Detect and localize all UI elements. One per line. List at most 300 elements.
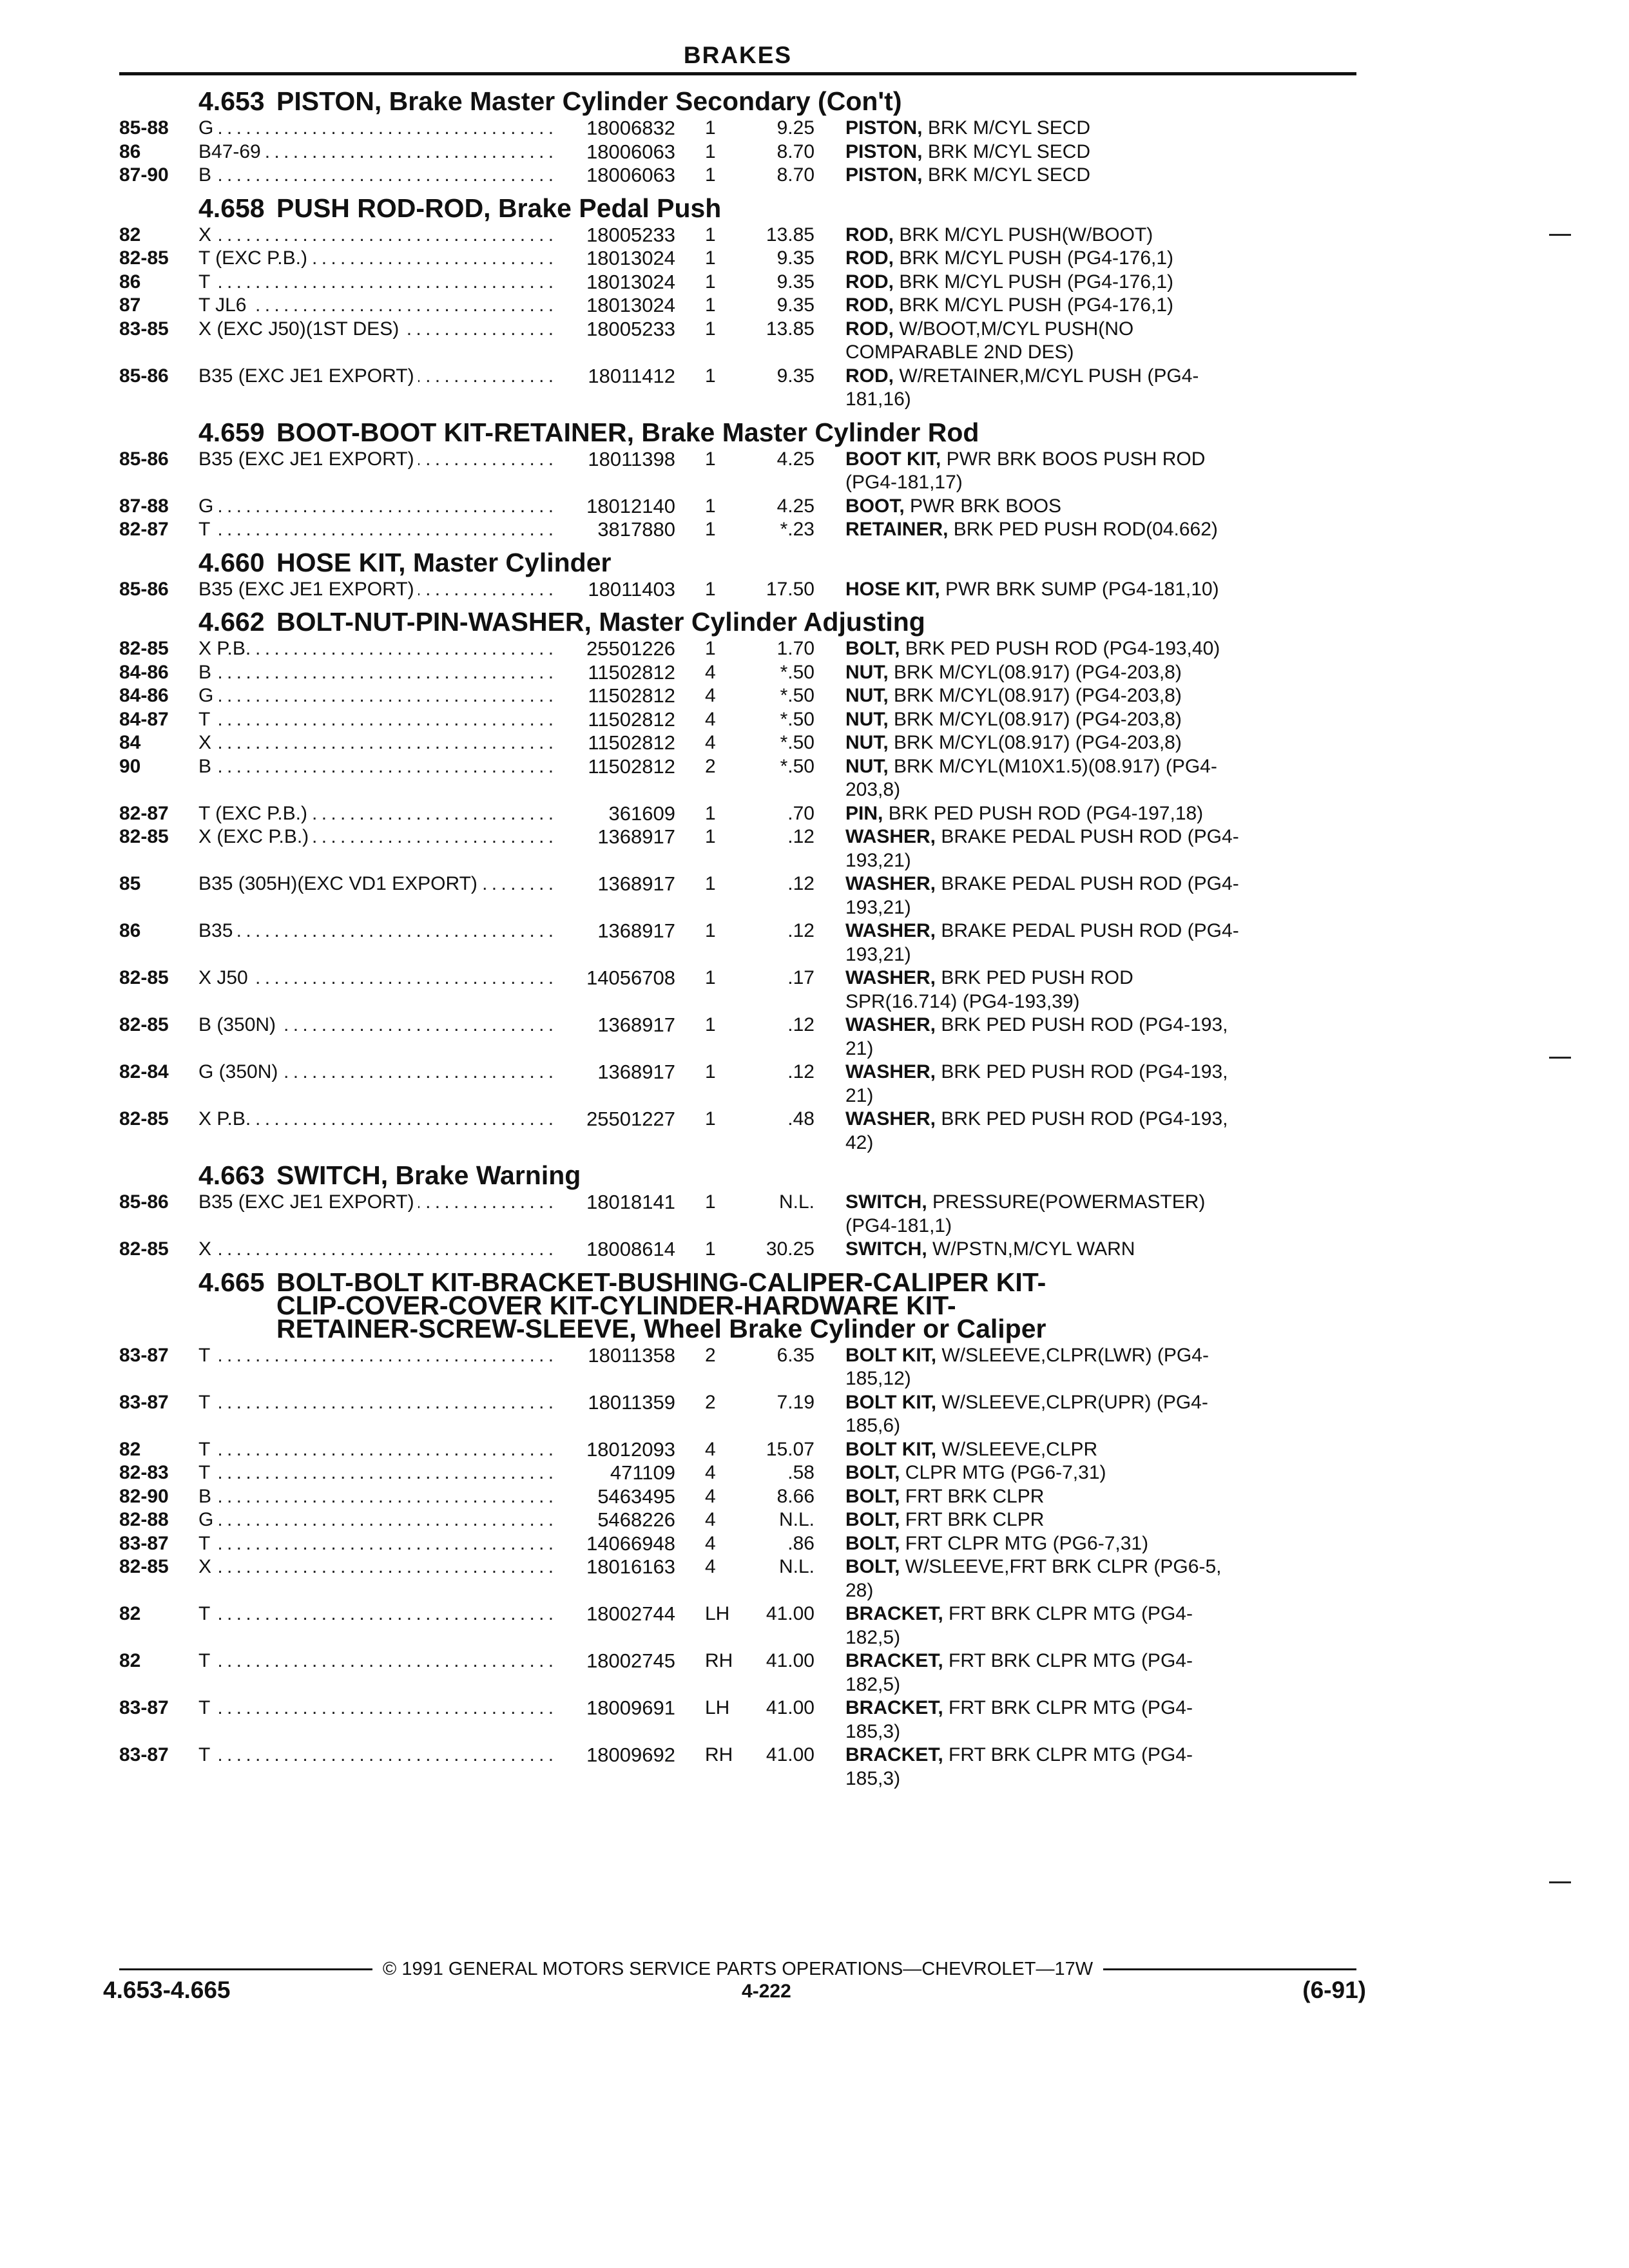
part-name: BOLT,	[845, 1462, 900, 1483]
footer-rule-right	[1103, 1968, 1356, 1970]
part-number: 5463495	[597, 1485, 675, 1508]
part-description	[824, 1744, 1356, 1791]
model-code	[198, 1108, 559, 1131]
model-code	[198, 661, 559, 685]
part-name: BRACKET,	[845, 1650, 943, 1671]
part-detail: BRK M/CYL(M10X1.5)(08.917) (PG4- 203,8)	[845, 755, 1217, 800]
part-detail: BRK PED PUSH ROD(04.662)	[948, 519, 1218, 540]
catalog-page	[119, 39, 1356, 1791]
price: 1.70	[776, 638, 815, 659]
quantity: 1	[705, 318, 716, 340]
model-years: 85-88	[119, 117, 169, 139]
part-number: 18006063	[586, 164, 675, 186]
section-title: PISTON, Brake Master Cylinder Secondary (Con't)	[276, 86, 902, 116]
model-years: 82	[119, 1438, 141, 1460]
part-name: ROD,	[845, 318, 894, 340]
part-name: BOLT,	[845, 1532, 900, 1554]
part-row	[119, 1461, 1356, 1485]
footer-rule-left	[119, 1968, 372, 1970]
part-number: 18011359	[588, 1390, 675, 1414]
part-description	[824, 224, 1356, 247]
part-row	[119, 271, 1356, 294]
model-years: 82-83	[119, 1462, 169, 1483]
model-years: 83-87	[119, 1697, 169, 1718]
part-name: BOOT,	[845, 495, 905, 517]
part-description	[824, 518, 1356, 542]
part-name: SWITCH,	[845, 1238, 927, 1260]
price: N.L.	[778, 1509, 815, 1530]
quantity: 1	[705, 294, 716, 316]
price: *.50	[780, 732, 815, 753]
part-row	[119, 318, 1356, 365]
model-years: 82-84	[119, 1061, 169, 1082]
model-code-text: T	[198, 1697, 214, 1718]
part-number: 1368917	[597, 1061, 675, 1083]
part-number: 25501227	[586, 1108, 675, 1130]
margin-mark	[1549, 1881, 1571, 1883]
section-title: BOLT-NUT-PIN-WASHER, Master Cylinder Adjusting	[276, 607, 925, 637]
model-code-text: G	[198, 1509, 217, 1530]
model-years: 82	[119, 1603, 141, 1624]
part-description	[824, 1649, 1356, 1696]
header-rule	[119, 72, 1356, 75]
price: *.50	[780, 685, 815, 706]
quantity: 4	[705, 732, 716, 753]
part-row	[119, 1744, 1356, 1791]
part-description	[824, 247, 1356, 271]
part-name: ROD,	[845, 294, 894, 316]
model-years: 82-85	[119, 1014, 169, 1035]
model-code	[198, 365, 559, 389]
part-description	[824, 1191, 1356, 1238]
part-number: 18012140	[586, 494, 675, 517]
part-detail: PRESSURE(POWERMASTER) (PG4-181,1)	[845, 1191, 1206, 1236]
model-code-text: X (EXC J50)(1ST DES)	[198, 318, 403, 340]
part-name: SWITCH,	[845, 1191, 927, 1213]
model-years: 82-87	[119, 802, 169, 824]
section-header	[119, 542, 1356, 578]
margin-mark	[1549, 1057, 1571, 1059]
model-code-text: T JL6	[198, 294, 251, 316]
quantity: 4	[705, 685, 716, 706]
price: *.50	[780, 708, 815, 730]
part-description	[824, 140, 1356, 164]
model-code-text: T	[198, 1462, 214, 1483]
part-description	[824, 1061, 1356, 1108]
part-number: 5468226	[597, 1508, 675, 1531]
part-description	[824, 1532, 1356, 1556]
price: 8.66	[776, 1485, 815, 1507]
part-detail: BRK PED PUSH ROD (PG4-193,40)	[900, 638, 1220, 659]
quantity: 1	[705, 1061, 716, 1082]
price: 41.00	[766, 1650, 815, 1671]
model-years: 84	[119, 732, 141, 753]
part-number: 18005233	[586, 223, 675, 246]
part-name: WASHER,	[845, 967, 936, 988]
part-row	[119, 294, 1356, 318]
model-code-text: B35	[198, 920, 236, 941]
part-number: 1368917	[597, 825, 675, 848]
model-code	[198, 294, 559, 318]
part-description	[824, 271, 1356, 294]
part-number: 18008614	[586, 1238, 675, 1260]
model-code	[198, 1391, 559, 1415]
price: 9.25	[776, 117, 815, 139]
section-number: 4.665	[198, 1267, 265, 1297]
model-code-text: T	[198, 1603, 214, 1624]
part-number: 471109	[610, 1461, 675, 1484]
part-name: PISTON,	[845, 164, 923, 186]
part-description	[824, 495, 1356, 519]
model-code-text: T	[198, 519, 214, 540]
model-years: 86	[119, 140, 141, 162]
model-code	[198, 318, 559, 341]
part-detail: W/SLEEVE,CLPR(UPR) (PG4- 185,6)	[845, 1391, 1208, 1436]
part-row	[119, 1602, 1356, 1649]
model-code	[198, 1191, 559, 1215]
part-name: BRACKET,	[845, 1744, 943, 1765]
price: .12	[787, 873, 815, 894]
part-description	[824, 117, 1356, 140]
part-row	[119, 164, 1356, 187]
quantity: LH	[705, 1603, 730, 1624]
price: 15.07	[766, 1438, 815, 1460]
quantity: 4	[705, 1509, 716, 1530]
price: *.50	[780, 755, 815, 777]
section-header	[119, 601, 1356, 637]
part-row	[119, 518, 1356, 542]
model-code	[198, 708, 559, 732]
footer-range: 4.653-4.665	[103, 1977, 231, 2003]
price: 30.25	[766, 1238, 815, 1260]
model-code	[198, 1461, 559, 1485]
part-description	[824, 365, 1356, 412]
part-number: 18011398	[588, 447, 675, 470]
part-row	[119, 1344, 1356, 1391]
price: .12	[787, 1014, 815, 1035]
section-number: 4.653	[198, 86, 265, 116]
part-description	[824, 1508, 1356, 1532]
model-code	[198, 731, 559, 755]
part-detail: BRK PED PUSH ROD (PG4-197,18)	[883, 802, 1204, 824]
part-description	[824, 872, 1356, 919]
part-row	[119, 1485, 1356, 1509]
sections-container	[119, 81, 1356, 1791]
part-description	[824, 1108, 1356, 1155]
model-years: 82	[119, 224, 141, 245]
model-code	[198, 140, 559, 164]
quantity: 1	[705, 873, 716, 894]
part-description	[824, 1602, 1356, 1649]
part-detail: BRAKE PEDAL PUSH ROD (PG4- 193,21)	[845, 826, 1239, 871]
model-code-text: B (350N)	[198, 1014, 280, 1035]
quantity: 1	[705, 1238, 716, 1260]
part-row	[119, 495, 1356, 519]
model-code	[198, 755, 559, 779]
part-number: 1368917	[597, 919, 675, 942]
model-code	[198, 164, 559, 187]
model-code-text: B35 (EXC JE1 EXPORT)	[198, 448, 418, 470]
part-row	[119, 966, 1356, 1014]
part-row	[119, 1191, 1356, 1238]
part-number: 11502812	[588, 684, 675, 707]
model-code	[198, 825, 559, 849]
model-years: 82-87	[119, 519, 169, 540]
part-description	[824, 802, 1356, 826]
part-detail: BRK M/CYL PUSH (PG4-176,1)	[894, 294, 1174, 316]
model-years: 82-85	[119, 638, 169, 659]
part-name: WASHER,	[845, 1108, 936, 1129]
model-code	[198, 1744, 559, 1767]
model-years: 82-85	[119, 826, 169, 847]
part-detail: BRK PED PUSH ROD SPR(16.714) (PG4-193,39)	[845, 967, 1133, 1012]
model-code-text: B	[198, 164, 215, 186]
part-row	[119, 578, 1356, 602]
quantity: 1	[705, 802, 716, 824]
section-number: 4.658	[198, 193, 265, 223]
part-row	[119, 247, 1356, 271]
part-description	[824, 661, 1356, 685]
price: 41.00	[766, 1744, 815, 1765]
footer-bottom	[103, 1977, 1366, 2004]
model-code-text: G (350N)	[198, 1061, 282, 1082]
model-code-text: X P.B.	[198, 638, 255, 659]
part-description	[824, 1344, 1356, 1391]
model-years: 87-90	[119, 164, 169, 186]
quantity: 1	[705, 271, 716, 293]
quantity: 1	[705, 140, 716, 162]
model-code	[198, 448, 559, 472]
section-header	[119, 412, 1356, 448]
model-years: 82-85	[119, 247, 169, 269]
part-description	[824, 684, 1356, 708]
model-years: 87	[119, 294, 141, 316]
part-number: 18012093	[586, 1437, 675, 1461]
part-row	[119, 919, 1356, 966]
part-row	[119, 684, 1356, 708]
part-name: BOLT,	[845, 1485, 900, 1507]
part-detail: BRK M/CYL(08.917) (PG4-203,8)	[888, 661, 1182, 683]
part-row	[119, 1555, 1356, 1602]
quantity: 1	[705, 1108, 716, 1129]
part-number: 14056708	[586, 966, 675, 989]
part-name: BOLT KIT,	[845, 1391, 937, 1413]
part-number: 14066948	[586, 1532, 675, 1555]
model-code	[198, 919, 559, 943]
part-detail: W/BOOT,M/CYL PUSH(NO COMPARABLE 2ND DES)	[845, 318, 1134, 363]
part-number: 18011358	[588, 1343, 675, 1367]
model-code	[198, 117, 559, 140]
model-years: 85-86	[119, 365, 169, 387]
price: 4.25	[776, 448, 815, 470]
part-name: BRACKET,	[845, 1603, 943, 1624]
part-detail: W/SLEEVE,FRT BRK CLPR (PG6-5, 28)	[845, 1556, 1222, 1601]
part-number: 18016163	[586, 1555, 675, 1578]
part-name: NUT,	[845, 708, 889, 730]
quantity: 1	[705, 117, 716, 139]
quantity: 1	[705, 826, 716, 847]
part-detail: BRK M/CYL SECD	[922, 117, 1091, 139]
part-name: PIN,	[845, 802, 883, 824]
model-years: 90	[119, 755, 141, 777]
part-description	[824, 164, 1356, 187]
quantity: 1	[705, 578, 716, 600]
model-code-text: B	[198, 756, 215, 777]
price: 9.35	[776, 365, 815, 387]
part-number: 18013024	[586, 294, 675, 316]
model-code-text: B35 (EXC JE1 EXPORT)	[198, 365, 418, 387]
price: .70	[787, 802, 815, 824]
model-code	[198, 802, 559, 826]
model-code-text: G	[198, 495, 217, 517]
quantity: RH	[705, 1744, 733, 1765]
part-number: 1368917	[597, 1014, 675, 1036]
quantity: 4	[705, 708, 716, 730]
quantity: 4	[705, 1462, 716, 1483]
section-title: PUSH ROD-ROD, Brake Pedal Push	[276, 193, 722, 223]
model-code	[198, 1602, 559, 1626]
part-detail: BRAKE PEDAL PUSH ROD (PG4- 193,21)	[845, 873, 1239, 918]
model-code-text: T	[198, 709, 214, 730]
model-years: 85-86	[119, 578, 169, 600]
part-number: 11502812	[588, 707, 675, 731]
quantity: 4	[705, 1438, 716, 1460]
part-number: 18006832	[586, 117, 675, 139]
part-detail: BRK M/CYL SECD	[922, 164, 1091, 186]
model-years: 83-85	[119, 318, 169, 340]
price: 9.35	[776, 271, 815, 293]
quantity: 1	[705, 1191, 716, 1213]
model-years: 82-85	[119, 967, 169, 988]
section-number: 4.660	[198, 547, 265, 577]
model-years: 83-87	[119, 1744, 169, 1765]
part-name: BRACKET,	[845, 1697, 943, 1718]
quantity: 4	[705, 1485, 716, 1507]
footer-page-number: 4-222	[742, 1981, 791, 2002]
quantity: 1	[705, 920, 716, 941]
part-detail: PWR BRK BOOS PUSH ROD (PG4-181,17)	[845, 448, 1206, 493]
model-code-text: B	[198, 1486, 215, 1507]
price: N.L.	[778, 1556, 815, 1577]
part-description	[824, 1391, 1356, 1438]
part-description	[824, 1438, 1356, 1462]
section-header	[119, 1262, 1356, 1344]
part-description	[824, 755, 1356, 802]
part-name: ROD,	[845, 247, 894, 269]
part-number: 361609	[608, 802, 675, 825]
part-description	[824, 1555, 1356, 1602]
part-description	[824, 1485, 1356, 1509]
model-years: 84-87	[119, 708, 169, 730]
price: 7.19	[776, 1391, 815, 1413]
part-row	[119, 1696, 1356, 1744]
price: 4.25	[776, 495, 815, 517]
model-code	[198, 684, 559, 708]
price: *.50	[780, 661, 815, 683]
quantity: 4	[705, 1556, 716, 1577]
part-detail: BRK M/CYL PUSH(W/BOOT)	[894, 224, 1153, 245]
part-row	[119, 1238, 1356, 1262]
model-code	[198, 1532, 559, 1556]
model-code	[198, 872, 559, 896]
part-detail: FRT CLPR MTG (PG6-7,31)	[900, 1532, 1149, 1554]
price: N.L.	[778, 1191, 815, 1213]
model-years: 83-87	[119, 1532, 169, 1554]
part-detail: BRAKE PEDAL PUSH ROD (PG4- 193,21)	[845, 920, 1239, 965]
model-years: 82	[119, 1650, 141, 1671]
part-row	[119, 731, 1356, 755]
model-code-text: G	[198, 685, 217, 706]
model-years: 82-85	[119, 1108, 169, 1129]
part-detail: FRT BRK CLPR MTG (PG4- 185,3)	[845, 1744, 1193, 1789]
model-code	[198, 966, 559, 990]
part-row	[119, 448, 1356, 495]
page-title: BRAKES	[683, 42, 793, 68]
model-code	[198, 271, 559, 294]
price: .17	[787, 967, 815, 988]
section-header	[119, 81, 1356, 117]
part-number: 18002744	[586, 1602, 675, 1625]
model-code	[198, 224, 559, 247]
part-number: 18009692	[586, 1744, 675, 1766]
model-code-text: B35 (EXC JE1 EXPORT)	[198, 1191, 418, 1213]
model-years: 82-85	[119, 1556, 169, 1577]
section-number: 4.659	[198, 417, 265, 447]
section-title: HOSE KIT, Master Cylinder	[276, 547, 612, 577]
model-code-text: T	[198, 271, 214, 293]
quantity: 2	[705, 1344, 716, 1366]
section-header	[119, 187, 1356, 224]
part-description	[824, 1014, 1356, 1061]
part-row	[119, 825, 1356, 872]
part-row	[119, 755, 1356, 802]
part-row	[119, 1391, 1356, 1438]
price: 13.85	[766, 224, 815, 245]
price: .58	[787, 1462, 815, 1483]
part-detail: W/RETAINER,M/CYL PUSH (PG4- 181,16)	[845, 365, 1199, 410]
model-years: 83-87	[119, 1391, 169, 1413]
model-code-text: X	[198, 732, 215, 753]
part-number: 18013024	[586, 247, 675, 269]
part-row	[119, 661, 1356, 685]
quantity: 1	[705, 519, 716, 540]
quantity: 1	[705, 224, 716, 245]
part-name: WASHER,	[845, 1061, 936, 1082]
model-code-text: X P.B.	[198, 1108, 255, 1129]
quantity: LH	[705, 1697, 730, 1718]
model-years: 82-90	[119, 1485, 169, 1507]
model-code	[198, 637, 559, 661]
quantity: 1	[705, 967, 716, 988]
part-detail: BRK PED PUSH ROD (PG4-193, 42)	[845, 1108, 1228, 1153]
section-title: SWITCH, Brake Warning	[276, 1160, 581, 1190]
price: 6.35	[776, 1344, 815, 1366]
part-number: 18002745	[586, 1649, 675, 1672]
price: .86	[787, 1532, 815, 1554]
model-code	[198, 1061, 559, 1084]
part-name: BOLT KIT,	[845, 1344, 937, 1366]
section-title: BOOT-BOOT KIT-RETAINER, Brake Master Cylinder Rod	[276, 417, 979, 447]
part-number: 1368917	[597, 872, 675, 895]
part-detail: BRK M/CYL(08.917) (PG4-203,8)	[888, 685, 1182, 706]
part-detail: BRK M/CYL PUSH (PG4-176,1)	[894, 247, 1174, 269]
model-years: 85	[119, 873, 141, 894]
model-code-text: B47-69	[198, 141, 265, 162]
quantity: 1	[705, 365, 716, 387]
model-years: 84-86	[119, 685, 169, 706]
part-name: PISTON,	[845, 117, 923, 139]
part-description	[824, 1238, 1356, 1262]
